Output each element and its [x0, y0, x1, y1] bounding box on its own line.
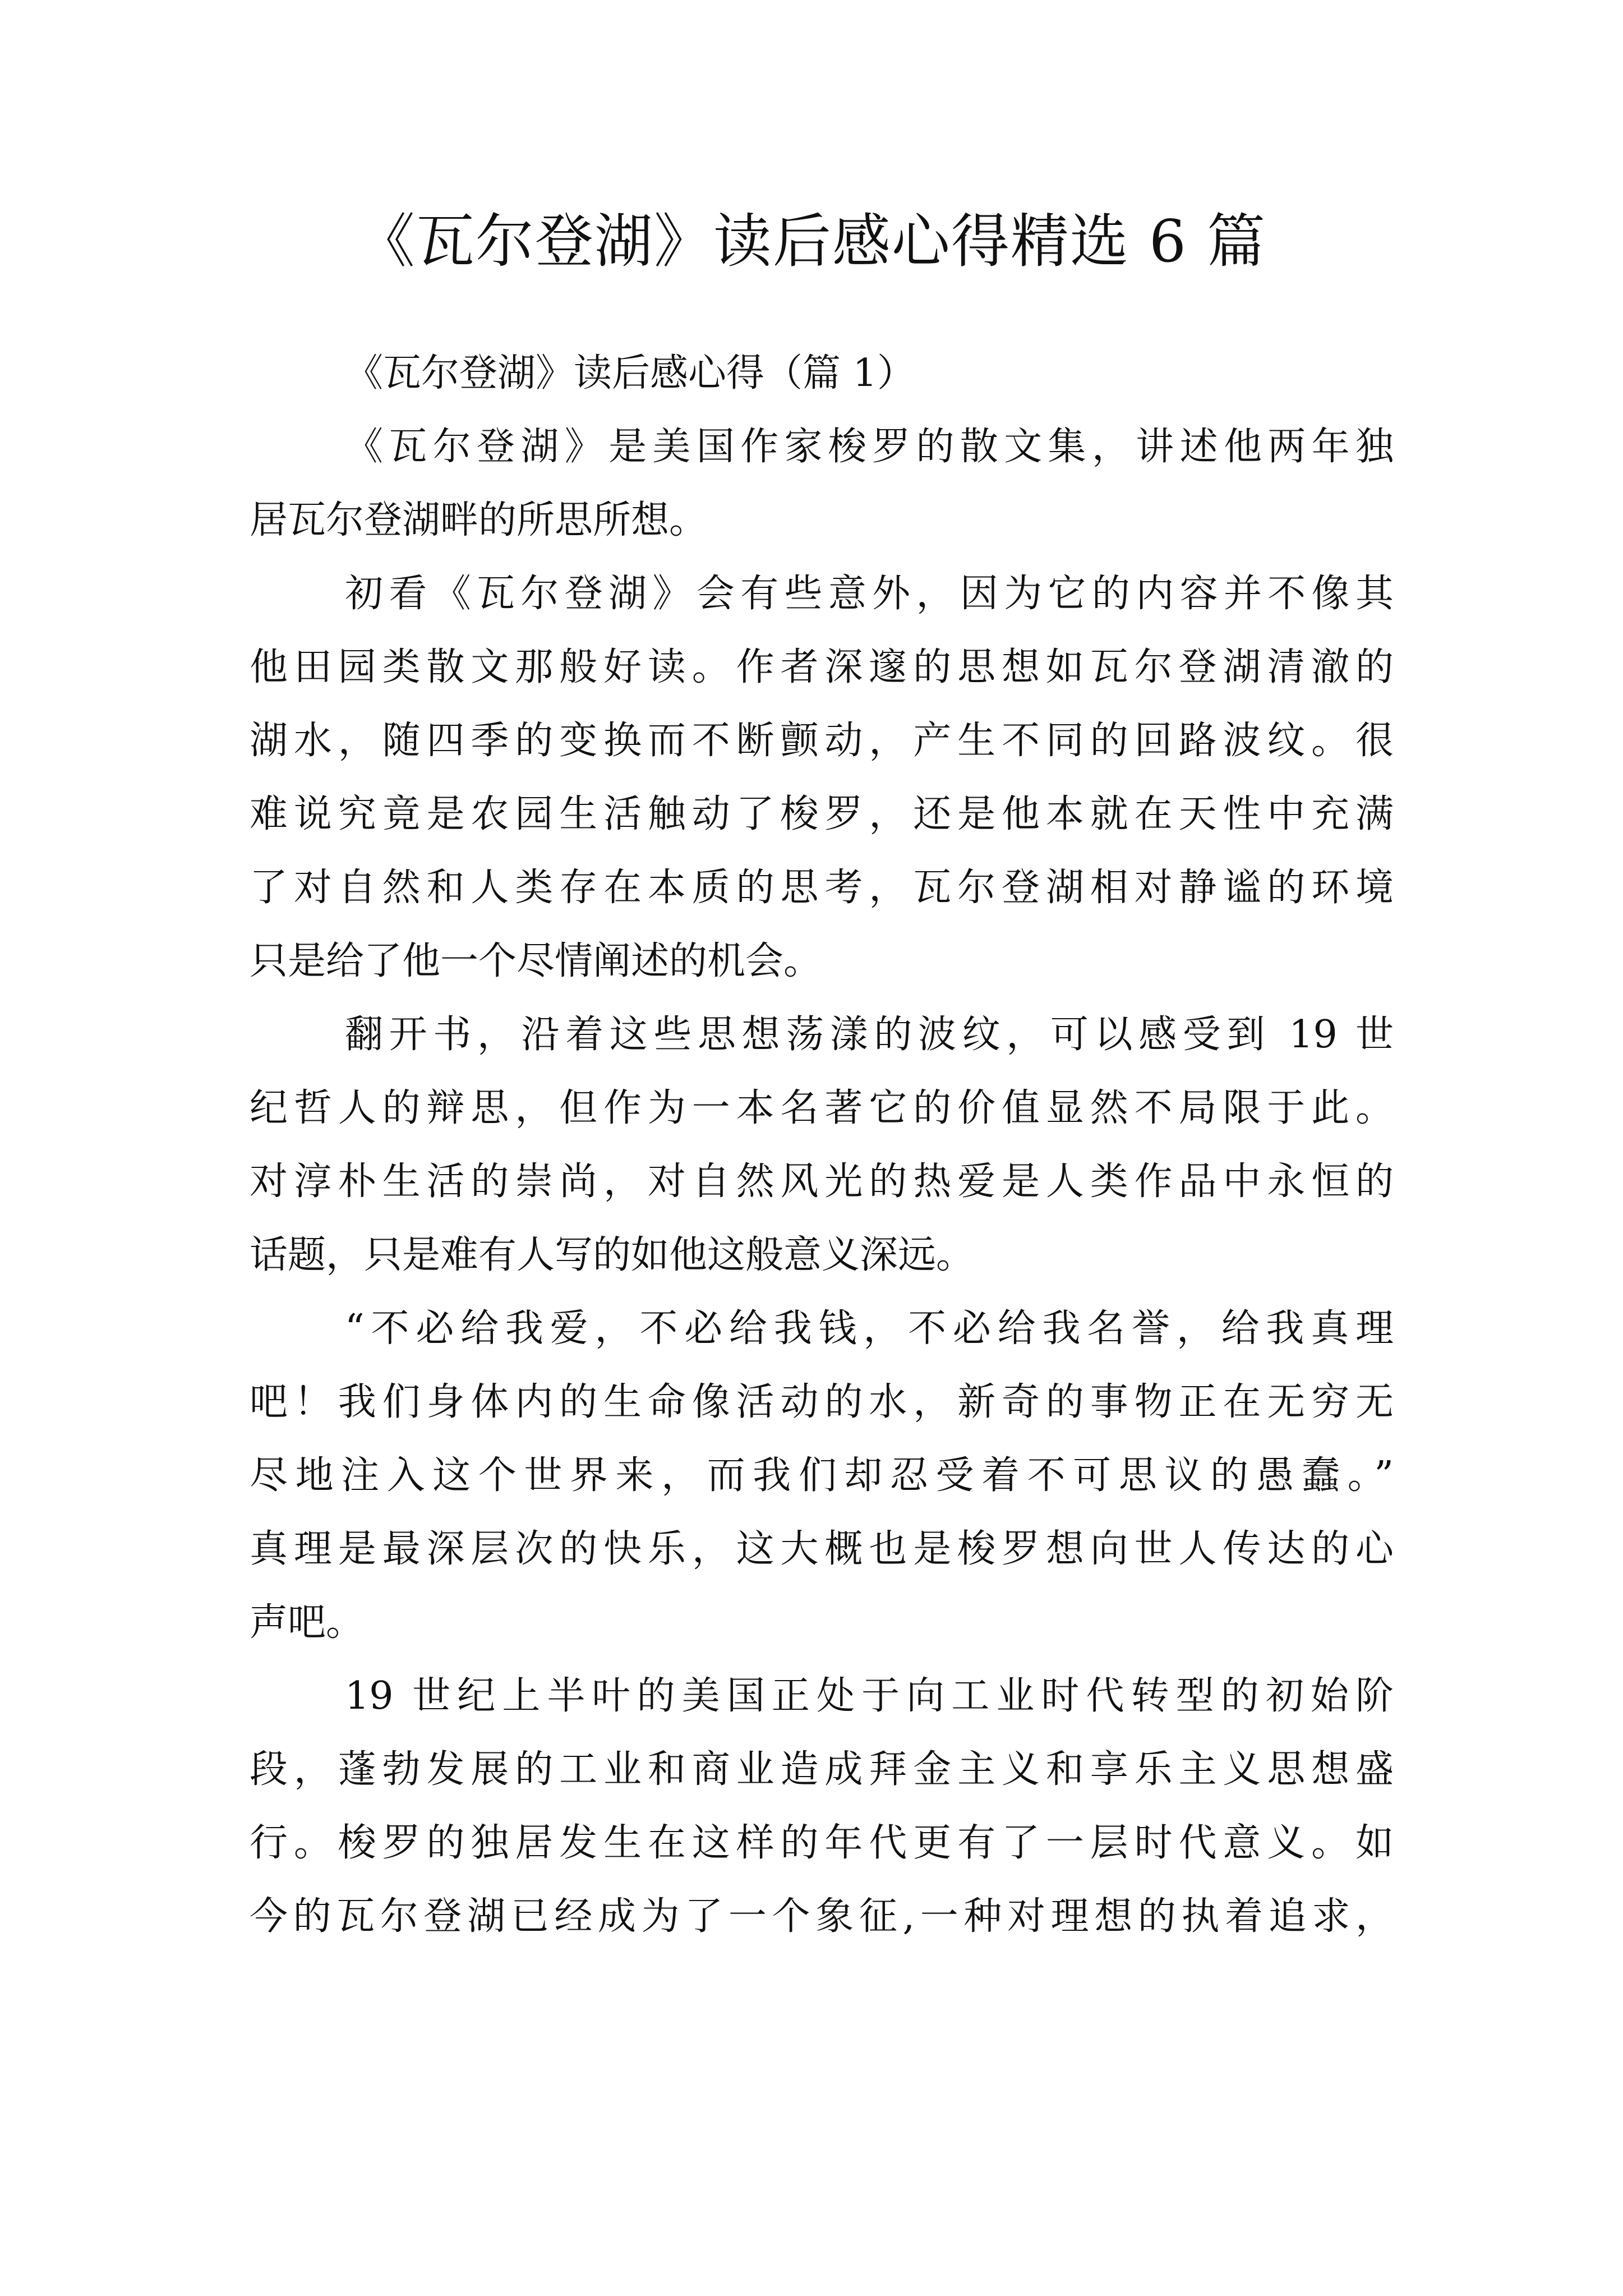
paragraph-line: 今的瓦尔登湖已经成为了一个象征,一种对理想的执着追求，: [250, 1894, 1394, 1939]
paragraph-line: 行。梭罗的独居发生在这样的年代更有了一层时代意义。如: [250, 1821, 1394, 1865]
section-heading: 《瓦尔登湖》读后感心得（篇 1）: [345, 351, 915, 395]
paragraph-line: 尽地注入这个世界来，而我们却忍受着不可思议的愚蠢。”: [250, 1453, 1394, 1498]
paragraph-line: 难说究竟是农园生活触动了梭罗，还是他本就在天性中充满: [250, 792, 1394, 836]
paragraph-line: 湖水，随四季的变换而不断颤动，产生不同的回路波纹。很: [250, 719, 1394, 763]
paragraph-line: 他田园类散文那般好读。作者深邃的思想如瓦尔登湖清澈的: [250, 645, 1394, 689]
paragraph-line: 只是给了他一个尽情阐述的机会。: [250, 939, 822, 983]
paragraph-line: 声吧。: [250, 1600, 365, 1645]
document-body: [250, 337, 1394, 1953]
document-title: 《瓦尔登湖》读后感心得精选 6 篇: [356, 207, 1267, 275]
paragraph-line: 《瓦尔登湖》是美国作家梭罗的散文集，讲述他两年独: [345, 425, 1394, 469]
paragraph-line: 吧！我们身体内的生命像活动的水，新奇的事物正在无穷无: [250, 1380, 1394, 1424]
paragraph-line: 真理是最深层次的快乐，这大概也是梭罗想向世人传达的心: [250, 1527, 1394, 1571]
paragraph-line: 19 世纪上半叶的美国正处于向工业时代转型的初始阶: [345, 1674, 1394, 1718]
paragraph-line: 了对自然和人类存在本质的思考，瓦尔登湖相对静谧的环境: [250, 866, 1394, 910]
paragraph-line: 话题，只是难有人写的如他这般意义深远。: [250, 1233, 975, 1277]
paragraph-line: 段，蓬勃发展的工业和商业造成拜金主义和享乐主义思想盛: [250, 1747, 1394, 1792]
paragraph-line: 对淳朴生活的崇尚，对自然风光的热爱是人类作品中永恒的: [250, 1159, 1394, 1204]
paragraph-line: 初看《瓦尔登湖》会有些意外，因为它的内容并不像其: [345, 572, 1394, 616]
paragraph-line: 翻开书，沿着这些思想荡漾的波纹，可以感受到 19 世: [345, 1013, 1394, 1057]
paragraph-line: 居瓦尔登湖畔的所思所想。: [250, 498, 708, 542]
paragraph-line: 纪哲人的辩思，但作为一本名著它的价值显然不局限于此。: [250, 1086, 1394, 1130]
paragraph-line: “不必给我爱，不必给我钱，不必给我名誉，给我真理: [345, 1306, 1394, 1351]
